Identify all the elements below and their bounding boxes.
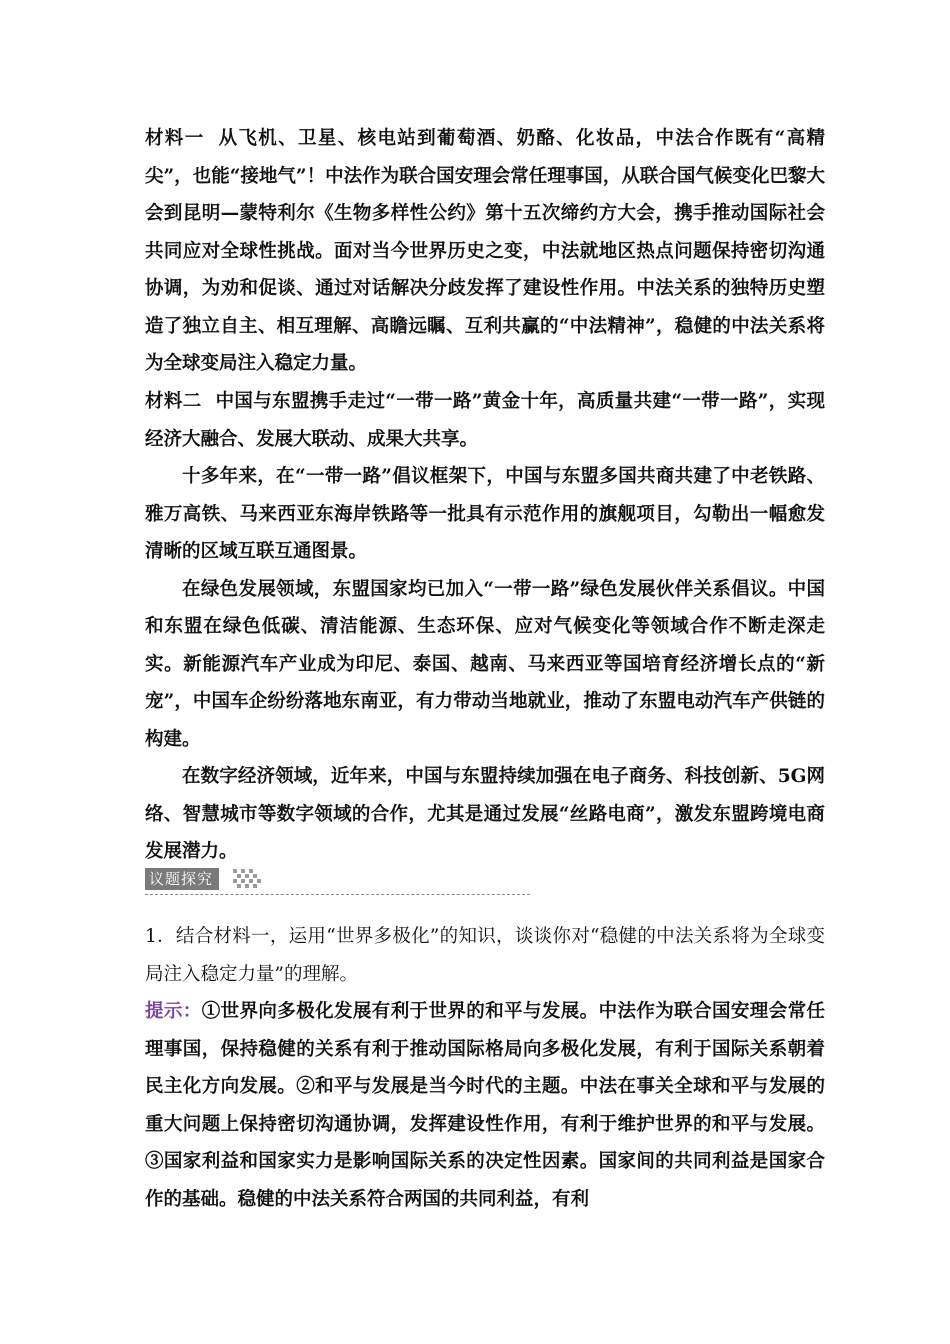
section-heading-bar xyxy=(145,864,530,895)
material-one-text: 从飞机、卫星、核电站到葡萄酒、奶酪、化妆品，中法合作既有“高精尖”，也能“接地气”！中法作为联合国安理会常任理事国，从联合国气候变化巴黎大会到昆明—蒙特利尔《生物多样性公约》第十五次缔约方大会，携手推动国际社会共同应对全球性挑战。面对当今世界历史之变，中法就地区热点问题保持密切沟通协调，为劝和促谈、通过对话解决分歧发挥了建设性作用。中法关系的独特历史塑造了独立自主、相互理解、高瞻远瞩、互利共赢的“中法精神”，稳健的中法关系将为全球变局注入稳定力量。 xyxy=(145,128,825,374)
material-two-paragraph-1: 十多年来，在“一带一路”倡议框架下，中国与东盟多国共商共建了中老铁路、雅万高铁、马来西亚东海岸铁路等一批具有示范作用的旗舰项目，勾勒出一幅愈发清晰的区域互联互通图景。 xyxy=(145,466,825,562)
tip-label: 提示： xyxy=(145,1001,202,1022)
material-two-paragraph-3: 在数字经济领域，近年来，中国与东盟持续加强在电子商务、科技创新、5G网络、智慧城市等数字领域的合作，尤其是通过发展“丝路电商”，激发东盟跨境电商发展潜力。 xyxy=(145,766,825,862)
material-two-intro xyxy=(145,383,825,458)
material-two-paragraph-2: 在绿色发展领域，东盟国家均已加入“一带一路”绿色发展伙伴关系倡议。中国和东盟在绿色低碳、清洁能源、生态环保、应对气候变化等领域合作不断走深走实。新能源汽车产业成为印尼、泰国、越南、马来西亚等国培育经济增长点的“新宠”，中国车企纷纷落地东南亚，有力带动当地就业，推动了东盟电动汽车产供链的构建。 xyxy=(145,578,825,750)
dot-grid-icon xyxy=(233,869,263,889)
question-one-tip xyxy=(145,993,825,1218)
material-two-label: 材料二 xyxy=(145,391,202,412)
tip-text: ①世界向多极化发展有利于世界的和平与发展。中法作为联合国安理会常任理事国，保持稳健的关系有利于推动国际格局向多极化发展，有利于国际关系朝着民主化方向发展。②和平与发展是当今时代的主题。中法在事关全球和平与发展的重大问题上保持密切沟通协调，发挥建设性作用，有利于维护世界的和平与发展。③国家利益和国家实力是影响国际关系的决定性因素。国家间的共同利益是国家合作的基础。稳健的中法关系符合两国的共同利益，有利 xyxy=(145,1001,825,1210)
material-two-intro-text: 中国与东盟携手走过“一带一路”黄金十年，高质量共建“一带一路”，实现经济大融合、发展大联动、成果大共享。 xyxy=(145,391,825,450)
material-one-label: 材料一 xyxy=(145,128,205,149)
material-one-paragraph xyxy=(145,120,825,383)
question-one xyxy=(145,918,825,1218)
material-two xyxy=(145,383,825,871)
material-one xyxy=(145,120,825,383)
section-tag: 议题探究 xyxy=(145,868,219,890)
question-one-text: 1．结合材料一，运用“世界多极化”的知识，谈谈你对“稳健的中法关系将为全球变局注入稳定力量”的理解。 xyxy=(145,926,825,985)
